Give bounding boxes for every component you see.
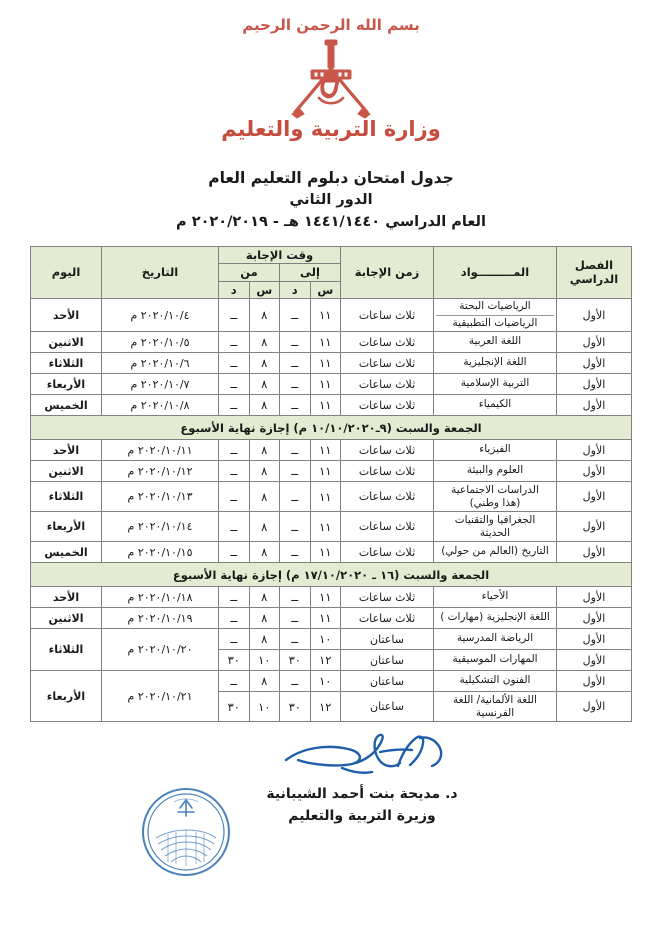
cell-time-from-minute: ــ bbox=[219, 395, 250, 416]
cell-day: الاثنين bbox=[31, 332, 102, 353]
cell-time-to-minute: ــ bbox=[280, 587, 311, 608]
column-header-day: اليوم bbox=[31, 246, 102, 298]
cell-date: ٢٠٢٠/١٠/١٤ م bbox=[102, 512, 219, 542]
cell-duration: ثلاث ساعات bbox=[341, 374, 434, 395]
cell-date: ٢٠٢٠/١٠/١٢ م bbox=[102, 461, 219, 482]
cell-day: الاثنين bbox=[31, 461, 102, 482]
cell-time-from-hour: ٨ bbox=[249, 440, 280, 461]
holiday-label: الجمعة والسبت (٩ـ١٠/١٠/٢٠٢٠ م) إجازة نهاية الأسبوع bbox=[31, 416, 632, 440]
cell-time-from-hour: ٨ bbox=[249, 671, 280, 692]
cell-time-to-minute: ــ bbox=[280, 629, 311, 650]
cell-subject: الأحياء bbox=[434, 587, 557, 608]
cell-time-from-hour: ٨ bbox=[249, 298, 280, 331]
header-row-top bbox=[31, 246, 632, 263]
cell-time-to-minute: ــ bbox=[280, 440, 311, 461]
cell-subject-line2: (هذا وطني) bbox=[469, 496, 521, 509]
cell-time-from-minute: ــ bbox=[219, 512, 250, 542]
cell-subject-line1: الجغرافيا والتقنيات bbox=[454, 513, 536, 526]
cell-duration: ثلاث ساعات bbox=[341, 395, 434, 416]
column-header-term-line1: الفصل bbox=[574, 257, 614, 272]
cell-duration: ثلاث ساعات bbox=[341, 332, 434, 353]
cell-term: الأول bbox=[557, 298, 632, 331]
cell-duration: ثلاث ساعات bbox=[341, 542, 434, 563]
official-round-stamp bbox=[140, 786, 232, 878]
table-row bbox=[31, 671, 632, 692]
cell-time-to-hour: ١١ bbox=[310, 587, 341, 608]
cell-time-from-minute: ــ bbox=[219, 608, 250, 629]
holiday-label: الجمعة والسبت (١٦ ـ ١٧/١٠/٢٠٢٠ م) إجازة نهاية الأسبوع bbox=[31, 563, 632, 587]
title-line-1: جدول امتحان دبلوم التعليم العام bbox=[208, 169, 454, 187]
cell-subject: الفيزياء bbox=[434, 440, 557, 461]
cell-day: الأحد bbox=[31, 440, 102, 461]
cell-day: الثلاثاء bbox=[31, 353, 102, 374]
cell-time-to-minute: ــ bbox=[280, 353, 311, 374]
cell-time-from-minute: ــ bbox=[219, 482, 250, 512]
cell-day: الثلاثاء bbox=[31, 629, 102, 671]
cell-subject: العلوم والبيئة bbox=[434, 461, 557, 482]
cell-term: الأول bbox=[557, 440, 632, 461]
cell-time-from-minute: ــ bbox=[219, 671, 250, 692]
cell-duration: ثلاث ساعات bbox=[341, 461, 434, 482]
cell-time-to-minute: ــ bbox=[280, 461, 311, 482]
cell-term: الأول bbox=[557, 353, 632, 374]
cell-subject-line2: الفرنسية bbox=[475, 706, 515, 719]
cell-duration: ثلاث ساعات bbox=[341, 587, 434, 608]
cell-date: ٢٠٢٠/١٠/٢٠ م bbox=[102, 629, 219, 671]
cell-day: الأربعاء bbox=[31, 512, 102, 542]
cell-time-to-minute: ــ bbox=[280, 512, 311, 542]
cell-duration: ساعتان bbox=[341, 650, 434, 671]
table-row bbox=[31, 629, 632, 650]
cell-term: الأول bbox=[557, 461, 632, 482]
cell-time-to-minute: ــ bbox=[280, 374, 311, 395]
column-header-term-line2: الدراسي bbox=[569, 272, 619, 287]
cell-subject bbox=[434, 512, 557, 542]
cell-subject: التربية الإسلامية bbox=[434, 374, 557, 395]
table-row bbox=[31, 587, 632, 608]
table-row bbox=[31, 353, 632, 374]
cell-time-from-minute: ــ bbox=[219, 440, 250, 461]
table-row bbox=[31, 298, 632, 331]
signature-text-block bbox=[217, 784, 507, 827]
cell-time-from-minute: ــ bbox=[219, 629, 250, 650]
cell-term: الأول bbox=[557, 692, 632, 722]
cell-time-from-minute: ــ bbox=[219, 332, 250, 353]
table-row bbox=[31, 332, 632, 353]
column-header-answer-time: وقت الإجابة bbox=[219, 246, 341, 263]
cell-time-to-minute: ــ bbox=[280, 298, 311, 331]
cell-subject: الرياضة المدرسية bbox=[434, 629, 557, 650]
cell-time-from-hour: ٨ bbox=[249, 608, 280, 629]
column-header-to: إلى bbox=[280, 264, 341, 281]
column-header-term bbox=[557, 246, 632, 298]
cell-date: ٢٠٢٠/١٠/١٨ م bbox=[102, 587, 219, 608]
cell-time-to-minute: ٣٠ bbox=[280, 650, 311, 671]
cell-subject-secondary: الرياضيات التطبيقية bbox=[452, 316, 538, 329]
cell-time-from-hour: ٨ bbox=[249, 482, 280, 512]
cell-time-to-minute: ــ bbox=[280, 671, 311, 692]
cell-day: الأربعاء bbox=[31, 374, 102, 395]
table-row bbox=[31, 461, 632, 482]
cell-duration: ساعتان bbox=[341, 629, 434, 650]
cell-time-from-minute: ــ bbox=[219, 353, 250, 374]
schedule-table-wrapper bbox=[30, 246, 632, 722]
cell-day: الأحد bbox=[31, 298, 102, 331]
cell-duration: ثلاث ساعات bbox=[341, 512, 434, 542]
column-header-from: من bbox=[219, 264, 280, 281]
cell-time-to-hour: ١٢ bbox=[310, 650, 341, 671]
cell-time-to-hour: ١٢ bbox=[310, 692, 341, 722]
cell-date: ٢٠٢٠/١٠/١٣ م bbox=[102, 482, 219, 512]
column-header-subjects: المـــــــــواد bbox=[434, 246, 557, 298]
column-header-to-hour: س bbox=[310, 281, 341, 298]
basmala-text: بسم الله الرحمن الرحيم bbox=[242, 16, 420, 34]
table-row bbox=[31, 512, 632, 542]
cell-time-from-minute: ــ bbox=[219, 542, 250, 563]
cell-time-to-minute: ٣٠ bbox=[280, 692, 311, 722]
cell-date: ٢٠٢٠/١٠/٨ م bbox=[102, 395, 219, 416]
cell-time-to-hour: ١٠ bbox=[310, 671, 341, 692]
cell-time-to-minute: ــ bbox=[280, 332, 311, 353]
cell-duration: ساعتان bbox=[341, 692, 434, 722]
cell-subject: المهارات الموسيقية bbox=[434, 650, 557, 671]
cell-time-to-minute: ــ bbox=[280, 482, 311, 512]
cell-time-from-hour: ١٠ bbox=[249, 650, 280, 671]
cell-date: ٢٠٢٠/١٠/١١ م bbox=[102, 440, 219, 461]
holiday-row bbox=[31, 416, 632, 440]
cell-day: الأحد bbox=[31, 587, 102, 608]
cell-time-from-minute: ــ bbox=[219, 298, 250, 331]
cell-time-to-hour: ١١ bbox=[310, 542, 341, 563]
cell-term: الأول bbox=[557, 587, 632, 608]
cell-subject-line1: الدراسات الاجتماعية bbox=[451, 483, 539, 496]
cell-date: ٢٠٢٠/١٠/٦ م bbox=[102, 353, 219, 374]
cell-date: ٢٠٢٠/١٠/٢١ م bbox=[102, 671, 219, 722]
document-titles bbox=[0, 167, 662, 234]
cell-duration: ثلاث ساعات bbox=[341, 482, 434, 512]
cell-time-from-minute: ٣٠ bbox=[219, 650, 250, 671]
cell-term: الأول bbox=[557, 332, 632, 353]
cell-date: ٢٠٢٠/١٠/٧ م bbox=[102, 374, 219, 395]
cell-subject: التاريخ (العالم من حولي) bbox=[434, 542, 557, 563]
cell-time-from-hour: ٨ bbox=[249, 629, 280, 650]
column-header-date: التاريخ bbox=[102, 246, 219, 298]
ministry-name: وزارة التربية والتعليم bbox=[221, 117, 441, 141]
cell-subject: الكيمياء bbox=[434, 395, 557, 416]
cell-time-to-minute: ــ bbox=[280, 542, 311, 563]
cell-subject: اللغة العربية bbox=[434, 332, 557, 353]
cell-time-from-hour: ٨ bbox=[249, 374, 280, 395]
cell-time-from-hour: ٨ bbox=[249, 512, 280, 542]
cell-time-to-hour: ١١ bbox=[310, 608, 341, 629]
cell-time-to-hour: ١١ bbox=[310, 512, 341, 542]
minister-name: د. مديحة بنت أحمد الشيبانية bbox=[266, 786, 458, 803]
cell-time-to-hour: ١٠ bbox=[310, 629, 341, 650]
cell-time-to-hour: ١١ bbox=[310, 298, 341, 331]
table-row bbox=[31, 482, 632, 512]
table-row bbox=[31, 542, 632, 563]
cell-time-to-minute: ــ bbox=[280, 608, 311, 629]
table-row bbox=[31, 608, 632, 629]
cell-term: الأول bbox=[557, 395, 632, 416]
cell-time-from-hour: ٨ bbox=[249, 461, 280, 482]
cell-term: الأول bbox=[557, 608, 632, 629]
column-header-to-minute: د bbox=[280, 281, 311, 298]
cell-day: الخميس bbox=[31, 395, 102, 416]
cell-time-to-minute: ــ bbox=[280, 395, 311, 416]
cell-time-from-minute: ــ bbox=[219, 461, 250, 482]
cell-time-from-hour: ٨ bbox=[249, 395, 280, 416]
document-header bbox=[0, 0, 662, 141]
cell-time-from-minute: ــ bbox=[219, 587, 250, 608]
cell-time-to-hour: ١١ bbox=[310, 461, 341, 482]
column-header-from-hour: س bbox=[249, 281, 280, 298]
cell-term: الأول bbox=[557, 512, 632, 542]
cell-subject: اللغة الإنجليزية (مهارات ) bbox=[434, 608, 557, 629]
column-header-from-minute: د bbox=[219, 281, 250, 298]
table-row bbox=[31, 374, 632, 395]
handwritten-signature bbox=[282, 730, 452, 782]
exam-schedule-table bbox=[30, 246, 632, 722]
cell-date: ٢٠٢٠/١٠/٤ م bbox=[102, 298, 219, 331]
table-head bbox=[31, 246, 632, 298]
cell-time-to-hour: ١١ bbox=[310, 374, 341, 395]
signature-area bbox=[0, 728, 662, 878]
cell-date: ٢٠٢٠/١٠/٥ م bbox=[102, 332, 219, 353]
cell-time-to-hour: ١١ bbox=[310, 353, 341, 374]
cell-time-to-hour: ١١ bbox=[310, 395, 341, 416]
column-header-duration: زمن الإجابة bbox=[341, 246, 434, 298]
cell-subject-primary: الرياضيات البحتة bbox=[436, 300, 554, 316]
cell-date: ٢٠٢٠/١٠/١٥ م bbox=[102, 542, 219, 563]
cell-duration: ثلاث ساعات bbox=[341, 353, 434, 374]
cell-date: ٢٠٢٠/١٠/١٩ م bbox=[102, 608, 219, 629]
cell-duration: ثلاث ساعات bbox=[341, 608, 434, 629]
cell-time-from-hour: ١٠ bbox=[249, 692, 280, 722]
cell-time-to-hour: ١١ bbox=[310, 332, 341, 353]
cell-day: الثلاثاء bbox=[31, 482, 102, 512]
cell-term: الأول bbox=[557, 374, 632, 395]
cell-time-to-hour: ١١ bbox=[310, 482, 341, 512]
title-line-3-academic-year: العام الدراسي ١٤٤١/١٤٤٠ هـ - ٢٠٢٠/٢٠١٩ م bbox=[176, 214, 486, 230]
title-line-2: الدور الثاني bbox=[289, 192, 373, 209]
cell-day: الاثنين bbox=[31, 608, 102, 629]
cell-subject bbox=[434, 692, 557, 722]
table-row bbox=[31, 395, 632, 416]
cell-term: الأول bbox=[557, 671, 632, 692]
cell-term: الأول bbox=[557, 542, 632, 563]
cell-duration: ساعتان bbox=[341, 671, 434, 692]
cell-time-from-minute: ــ bbox=[219, 374, 250, 395]
cell-subject-line1: اللغة الألمانية/ اللغة bbox=[453, 693, 537, 706]
cell-time-from-hour: ٨ bbox=[249, 332, 280, 353]
minister-title: وزيرة التربية والتعليم bbox=[288, 807, 436, 824]
cell-subject bbox=[434, 482, 557, 512]
cell-subject: اللغة الإنجليزية bbox=[434, 353, 557, 374]
table-row bbox=[31, 440, 632, 461]
cell-time-from-hour: ٨ bbox=[249, 353, 280, 374]
omani-national-emblem-icon bbox=[0, 35, 662, 121]
cell-subject: الفنون التشكيلية bbox=[434, 671, 557, 692]
cell-duration: ثلاث ساعات bbox=[341, 440, 434, 461]
cell-subject bbox=[434, 298, 557, 331]
cell-time-from-hour: ٨ bbox=[249, 587, 280, 608]
cell-term: الأول bbox=[557, 629, 632, 650]
holiday-row bbox=[31, 563, 632, 587]
cell-day: الخميس bbox=[31, 542, 102, 563]
cell-subject-line2: الحديثة bbox=[479, 526, 511, 539]
cell-time-to-hour: ١١ bbox=[310, 440, 341, 461]
cell-time-from-hour: ٨ bbox=[249, 542, 280, 563]
cell-day: الأربعاء bbox=[31, 671, 102, 722]
cell-term: الأول bbox=[557, 482, 632, 512]
table-body bbox=[31, 298, 632, 721]
cell-term: الأول bbox=[557, 650, 632, 671]
cell-duration: ثلاث ساعات bbox=[341, 298, 434, 331]
cell-time-from-minute: ٣٠ bbox=[219, 692, 250, 722]
